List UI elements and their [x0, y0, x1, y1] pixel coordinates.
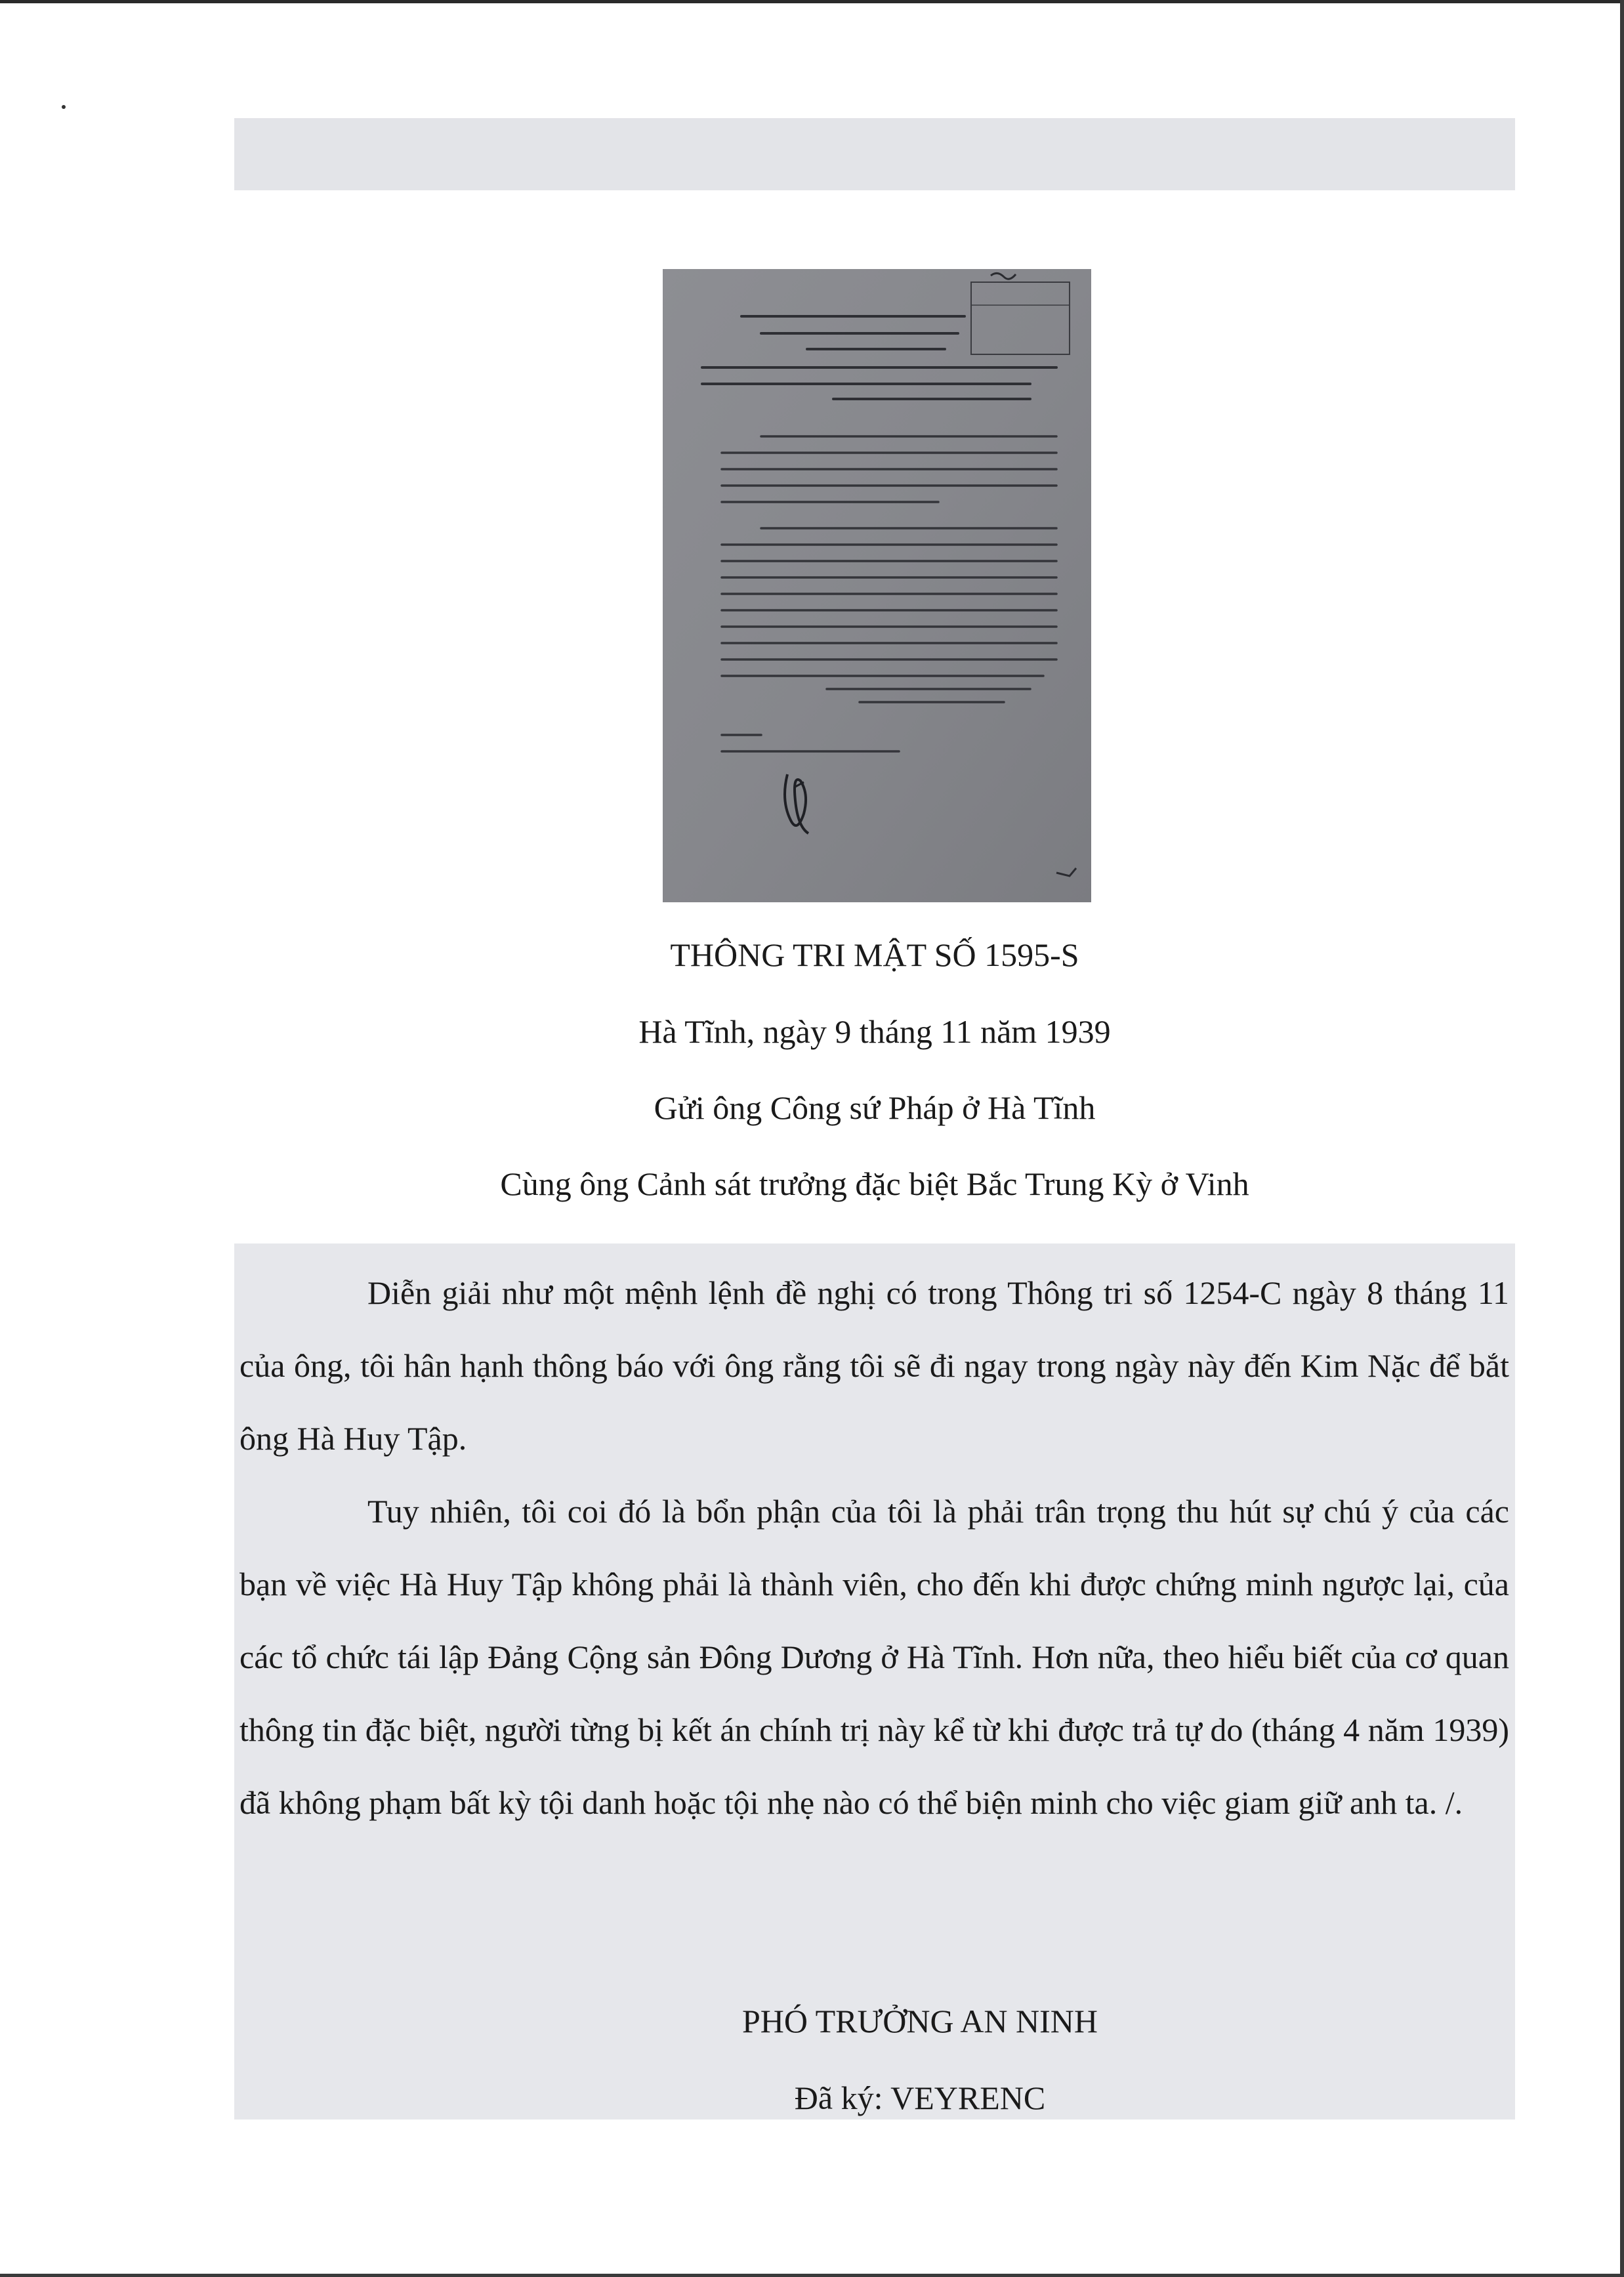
scan-edge-bottom	[0, 2274, 1624, 2277]
signer-name: Đã ký: VEYRENC	[794, 2079, 1046, 2116]
scan-edge-right	[1620, 0, 1624, 2277]
body-paragraph: Tuy nhiên, tôi coi đó là bổn phận của tôi là phải trân trọng thu hút sự chú ý của các bạn về việc Hà Huy Tập không phải là thành viên, cho đến khi được chứng minh ngược lại, của các tổ chức tái lập Đảng Cộng sản Đông Dương ở Hà Tĩnh. Hơn nữa, theo hiểu biết của cơ quan thông tin đặc biệt, người từng bị kết án chính trị này kể từ khi được trả tự do (tháng 4 năm 1939) đã không phạm bất kỳ tội danh hoặc tội nhẹ nào có thể biện minh cho việc giam giữ anh ta. /.	[239, 1493, 1509, 1821]
archival-document-photo	[663, 269, 1091, 902]
recipient-line-2: Cùng ông Cảnh sát trưởng đặc biệt Bắc Trung Kỳ ở Vinh	[500, 1165, 1249, 1202]
body-paragraph: Diễn giải như một mệnh lệnh đề nghị có trong Thông tri số 1254-C ngày 8 tháng 11 của ông, tôi hân hạnh thông báo với ông rằng tôi sẽ đi ngay trong ngày này đến Kim Nặc để bắt ông Hà Huy Tập.	[239, 1274, 1509, 1457]
archival-document-image	[663, 269, 1091, 902]
scan-speck	[62, 105, 66, 109]
body-panel	[234, 1243, 1515, 2120]
header-band	[234, 118, 1515, 190]
place-date: Hà Tĩnh, ngày 9 tháng 11 năm 1939	[638, 1013, 1111, 1050]
signer-title: PHÓ TRƯỞNG AN NINH	[741, 2003, 1098, 2039]
scan-edge-top	[0, 0, 1624, 3]
recipient-line-1: Gửi ông Công sứ Pháp ở Hà Tĩnh	[654, 1089, 1096, 1126]
document-heading: THÔNG TRI MẬT SỐ 1595-S	[670, 936, 1079, 973]
